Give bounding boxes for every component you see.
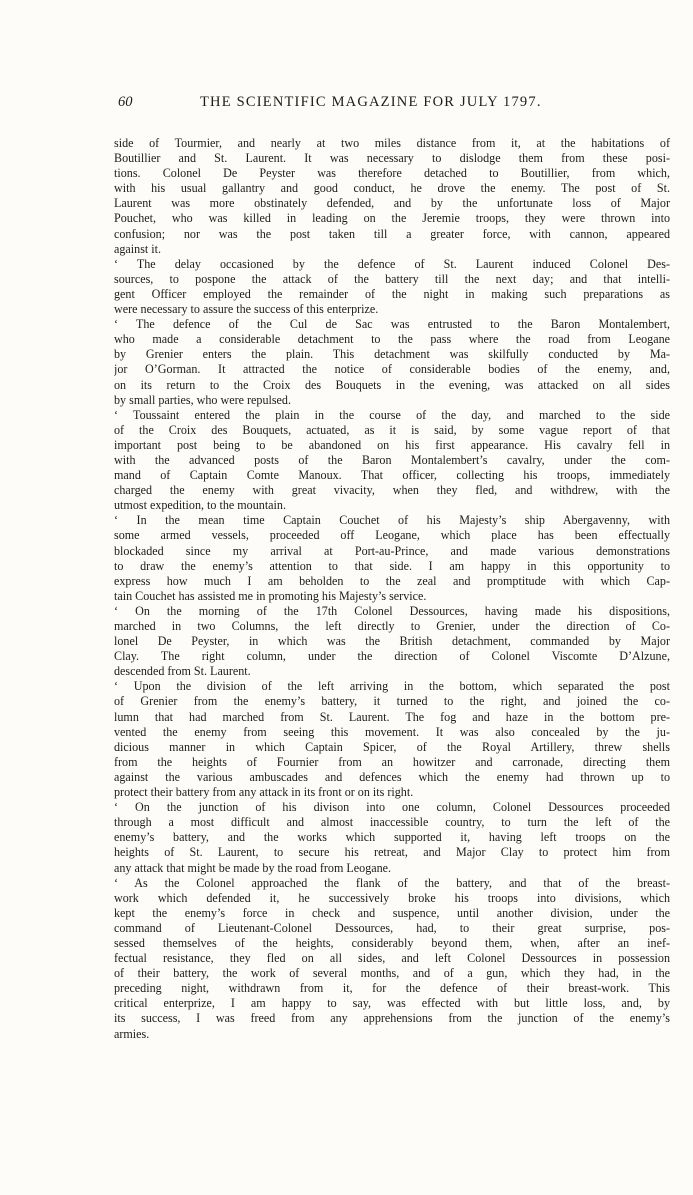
- text-line: any attack that might be made by the road from Leogane.: [114, 860, 392, 875]
- text-line: against it.: [114, 241, 162, 256]
- text-line: ‘ The defence of the Cul de Sac was entrusted to the Baron Montalembert,: [114, 317, 670, 332]
- text-line: with the advanced posts of the Baron Montalembert’s cavalry, under the com-: [114, 452, 670, 467]
- text-line: tions. Colonel De Peyster was therefore detached to Boutillier, from which,: [114, 166, 670, 181]
- text-line: sessed themselves of the heights, considerably beyond them, when, after an inef-: [114, 935, 670, 950]
- text-line: blockaded since my arrival at Port-au-Prince, and made various demonstrations: [114, 543, 670, 558]
- text-line: ‘ Upon the division of the left arriving in the bottom, which separated the post: [114, 679, 670, 694]
- page-header: [118, 94, 670, 114]
- text-line: preceding night, withdrawn from it, for the defence of their breast-work. This: [114, 981, 670, 996]
- text-line: work which defended it, he successively broke his troops into divisions, which: [114, 890, 670, 905]
- text-line: ‘ On the morning of the 17th Colonel Dessources, having made his dispositions,: [114, 603, 670, 618]
- text-line: lumn that had marched from St. Laurent. The fog and haze in the bottom pre-: [114, 709, 670, 724]
- text-line: from the heights of Fournier from an howitzer and carronade, directing them: [114, 754, 670, 769]
- text-line: express how much I am beholden to the zeal and promptitude with which Cap-: [114, 573, 670, 588]
- text-line: Boutillier and St. Laurent. It was necessary to dislodge them from these posi-: [114, 151, 670, 166]
- text-line: fectual resistance, they fled on all sides, and left Colonel Dessources in possession: [114, 951, 670, 966]
- text-line: charged the enemy with great vivacity, when they fled, and withdrew, with the: [114, 483, 670, 498]
- text-line: enemy’s battery, and the works which supported it, having left troops on the: [114, 830, 670, 845]
- text-line: of Grenier from the enemy’s battery, it turned to the right, and joined the co-: [114, 694, 670, 709]
- text-line: important post being to be abandoned on his first appearance. His cavalry fell in: [114, 437, 670, 452]
- text-line: Clay. The right column, under the direction of Colonel Viscomte D’Alzune,: [114, 649, 670, 664]
- text-line: ‘ The delay occasioned by the defence of St. Laurent induced Colonel Des-: [114, 256, 670, 271]
- text-line: marched in two Columns, the left directly to Grenier, under the direction of Co-: [114, 619, 670, 633]
- text-line: tain Couchet has assisted me in promoting his Majesty’s service.: [114, 588, 427, 603]
- text-line: its success, I was freed from any apprehensions from the junction of the enemy’s: [114, 1011, 670, 1026]
- text-line: ‘ In the mean time Captain Couchet of his Majesty’s ship Abergavenny, with: [114, 513, 670, 528]
- text-line: Pouchet, who was killed in leading on the Jeremie troops, they were thrown into: [114, 211, 670, 226]
- running-title: THE SCIENTIFIC MAGAZINE FOR JULY 1797.: [200, 94, 542, 110]
- text-line: dicious manner in which Captain Spicer, of the Royal Artillery, threw shells: [114, 739, 670, 754]
- text-line: to draw the enemy’s attention to that side. I am happy in this opportunity to: [114, 558, 670, 573]
- text-line: confusion; nor was the post taken till a greater force, with cannon, appeared: [114, 226, 670, 241]
- text-line: gent Officer employed the remainder of the night in making such preparations as: [114, 286, 670, 301]
- body-text: [114, 136, 670, 1042]
- text-line: some armed vessels, proceeded off Leogane, which place has been effectually: [114, 528, 670, 543]
- text-line: vented the enemy from seeing this movement. It was also concealed by the ju-: [114, 724, 670, 739]
- text-line: heights of St. Laurent, to secure his retreat, and Major Clay to protect him from: [114, 845, 670, 860]
- text-line: ‘ On the junction of his divison into one column, Colonel Dessources proceeded: [114, 800, 670, 815]
- text-line: mand of Captain Comte Manoux. That officer, collecting his troops, immediately: [114, 468, 670, 483]
- text-line: of the Croix des Bouquets, actuated, as it is said, by some vague report of that: [114, 422, 670, 437]
- text-line: by small parties, who were repulsed.: [114, 392, 291, 407]
- text-line: utmost expedition, to the mountain.: [114, 498, 286, 513]
- text-line: kept the enemy’s force in check and suspence, until another division, under the: [114, 905, 670, 920]
- page-number: 60: [118, 94, 133, 110]
- text-line: jor O’Gorman. It attracted the notice of considerable bodies of the enemy, and,: [114, 362, 670, 377]
- text-line: protect their battery from any attack in its front or on its right.: [114, 785, 414, 800]
- text-line: command of Lieutenant-Colonel Dessources, had, to their great surprise, pos-: [114, 920, 670, 935]
- text-line: sources, to pospone the attack of the battery till the next day; and that intelli-: [114, 271, 670, 286]
- text-line: ‘ As the Colonel approached the flank of the battery, and that of the breast-: [114, 875, 670, 890]
- text-line: of their battery, the work of several months, and of a gun, which they had, in the: [114, 966, 670, 981]
- text-line: side of Tourmier, and nearly at two miles distance from it, at the habitations of: [114, 136, 670, 150]
- text-line: ‘ Toussaint entered the plain in the course of the day, and marched to the side: [114, 407, 670, 422]
- text-line: through a most difficult and almost inaccessible country, to turn the left of the: [114, 815, 670, 830]
- text-line: who made a considerable detachment to the pass where the road from Leogane: [114, 332, 670, 347]
- text-line: were necessary to assure the success of this enterprize.: [114, 302, 379, 317]
- text-line: with his usual gallantry and good conduct, he drove the enemy. The post of St.: [114, 181, 670, 196]
- text-line: on its return to the Croix des Bouquets in the evening, was attacked on all sides: [114, 377, 670, 392]
- text-line: armies.: [114, 1026, 150, 1041]
- text-line: lonel De Peyster, in which was the British detachment, commanded by Major: [114, 634, 670, 649]
- text-line: descended from St. Laurent.: [114, 664, 251, 679]
- text-line: by Grenier enters the plain. This detachment was skilfully conducted by Ma-: [114, 347, 670, 362]
- text-line: critical enterprize, I am happy to say, was effected with but little loss, and, by: [114, 996, 670, 1011]
- text-line: against the various ambuscades and defences which the enemy had thrown up to: [114, 769, 670, 784]
- text-line: Laurent was more obstinately defended, and by the unfortunate loss of Major: [114, 196, 670, 211]
